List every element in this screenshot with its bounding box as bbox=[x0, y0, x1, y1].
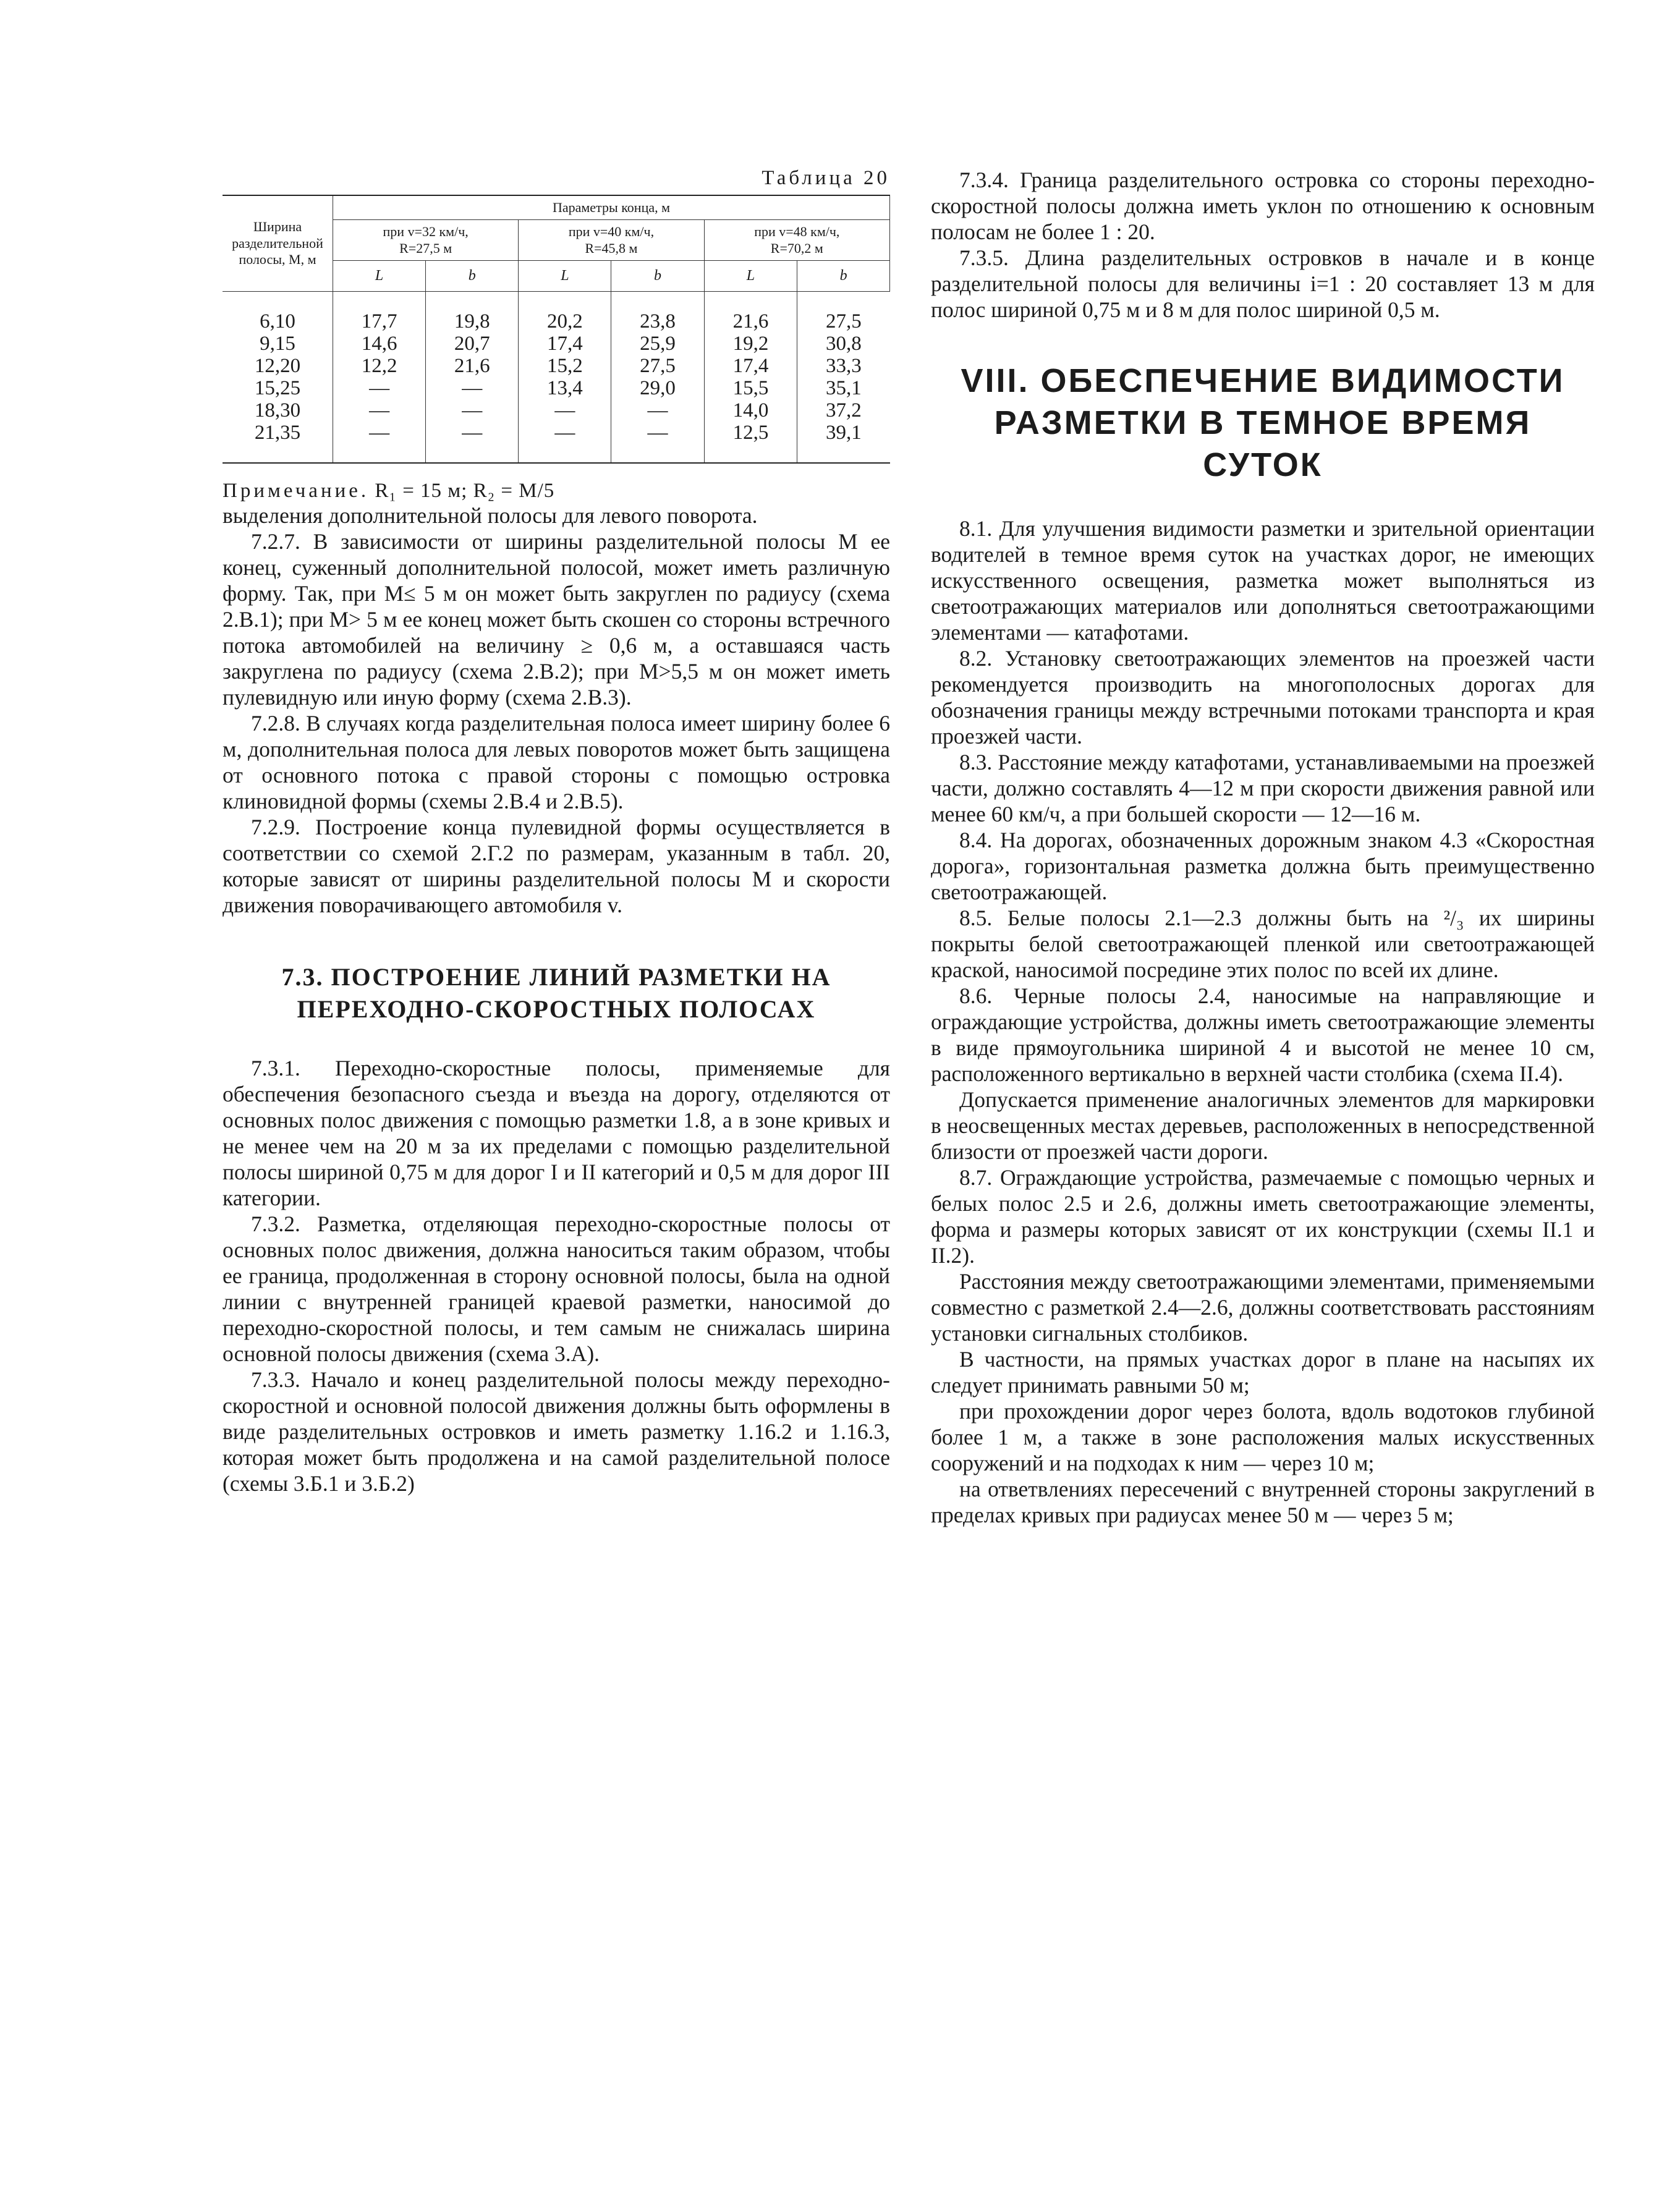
table-cell: — bbox=[426, 422, 519, 463]
table-cell: 29,0 bbox=[611, 377, 704, 399]
table-cell: — bbox=[333, 422, 426, 463]
sub-header: b bbox=[797, 261, 890, 292]
section-heading-7-3: 7.3. ПОСТРОЕНИЕ ЛИНИЙ РАЗМЕТКИ НА ПЕРЕХОДНО-СКОРОСТНЫХ ПОЛОСАХ bbox=[281, 962, 831, 1023]
left-column bbox=[223, 167, 890, 1496]
table-cell: 12,5 bbox=[704, 422, 797, 463]
table-cell: 20,2 bbox=[519, 291, 611, 333]
paragraph-continuation: выделения дополнительной полосы для левого поворота. bbox=[223, 503, 758, 528]
paragraph-8-6: 8.6. Черные полосы 2.4, наносимые на направляющие и ограждающие устройства, должны иметь светоотражающие элементы в виде прямоугольника шириной 4 и высотой не менее 10 см, расположенного вертикально в верхней части столбика (схема II.4). bbox=[931, 983, 1595, 1086]
table-cell: 13,4 bbox=[519, 377, 611, 399]
paragraph-7-3-3: 7.3.3. Начало и конец разделительной полосы между переходно-скоростной и основной полосой движения должны быть оформлены в виде разделительных островков и иметь разметку 1.16.2 и 1.16.3, которая может быть продолжена и на самой разделительной полосе (схемы 3.Б.1 и 3.Б.2) bbox=[223, 1367, 890, 1496]
table-cell: 15,5 bbox=[704, 377, 797, 399]
note-text: R₁ = 15 м; R₂ = М/5 bbox=[375, 479, 555, 502]
table-cell: — bbox=[611, 422, 704, 463]
paragraph-8-7-straight: В частности, на прямых участках дорог в плане на насыпях их следует принимать равными 50 м; bbox=[931, 1347, 1595, 1398]
table-cell: 27,5 bbox=[797, 291, 890, 333]
sub-header: L bbox=[519, 261, 611, 292]
table-cell: — bbox=[426, 377, 519, 399]
table-cell: 12,20 bbox=[254, 354, 301, 377]
table-cell: 6,10 bbox=[260, 310, 295, 333]
table-cell: 21,6 bbox=[704, 291, 797, 333]
table-cell: 20,7 bbox=[426, 333, 519, 355]
paragraph-7-3-1: 7.3.1. Переходно-скоростные полосы, применяемые для обеспечения безопасного съезда и въезда на дорогу, отделяются от основных полос движения с помощью разметки 1.8, а в зоне кривых и не менее чем на 20 м за их пределами с помощью разделительной полосы шириной 0,75 м для дорог I и II категорий и 0,5 м для дорог III категории. bbox=[223, 1055, 890, 1210]
table-cell: 25,9 bbox=[611, 333, 704, 355]
paragraph-7-2-7: 7.2.7. В зависимости от ширины разделительной полосы М ее конец, суженный дополнительной полосой, может иметь различную форму. Так, при М≤ 5 м он может быть закруглен по радиусу (схема 2.В.1); при М> 5 м ее конец может быть скошен со стороны встречного потока автомобилей на величину ≥ 0,6 м, а оставшаяся часть закруглена по радиусу (схема 2.В.2); при М>5,5 м он может иметь пулевидную или иную форму (схема 2.В.3). bbox=[223, 528, 890, 710]
table-cell: 17,4 bbox=[704, 355, 797, 377]
parameters-table bbox=[223, 195, 890, 464]
table-row bbox=[223, 377, 890, 399]
sub-header: b bbox=[611, 261, 704, 292]
paragraph-8-4: 8.4. На дорогах, обозначенных дорожным знаком 4.3 «Скоростная дорога», горизонтальная разметка должна быть преимущественно светоотражающей. bbox=[931, 828, 1595, 904]
table-row bbox=[223, 333, 890, 355]
sub-header: L bbox=[704, 261, 797, 292]
table-cell: 17,7 bbox=[333, 291, 426, 333]
table-cell: — bbox=[519, 422, 611, 463]
table-row bbox=[223, 291, 890, 333]
table-cell: 15,25 bbox=[254, 376, 301, 399]
table-title: Таблица 20 bbox=[762, 167, 890, 189]
table-group-header: Параметры конца, м bbox=[333, 195, 890, 220]
sub-header: b bbox=[426, 261, 519, 292]
table-cell: 15,2 bbox=[519, 355, 611, 377]
table-row bbox=[223, 399, 890, 422]
paragraph-8-7-distances: Расстояния между светоотражающими элементами, применяемыми совместно с разметкой 2.4—2.6, должны соответствовать расстояниям установки сигнальных столбиков. bbox=[931, 1269, 1595, 1346]
note-label: Примечание. bbox=[223, 479, 370, 502]
table-head-width: Ширина разделительной полосы, М, м bbox=[223, 195, 333, 291]
paragraph-7-3-4: 7.3.4. Граница разделительного островка со стороны переходно-скоростной полосы должна иметь уклон по отношению к основным полосам не более 1 : 20. bbox=[931, 168, 1595, 244]
table-cell: 30,8 bbox=[797, 333, 890, 355]
speed-group-1: при v=32 км/ч, R=27,5 м bbox=[333, 220, 519, 261]
table-cell: 14,0 bbox=[704, 399, 797, 422]
paragraph-8-5: 8.5. Белые полосы 2.1—2.3 должны быть на ²/₃ их ширины покрыты белой светоотражающей пленкой или светоотражающей краской, наносимой посредине этих полос по всей их длине. bbox=[931, 906, 1595, 982]
table-row bbox=[223, 422, 890, 463]
paragraph-8-7: 8.7. Ограждающие устройства, размечаемые с помощью черных и белых полос 2.5 и 2.6, должны иметь светоотражающие элементы, форма и размеры которых зависят от их конструкции (схемы II.1 и II.2). bbox=[931, 1165, 1595, 1268]
table-cell: 19,8 bbox=[426, 291, 519, 333]
table-cell: 23,8 bbox=[611, 291, 704, 333]
table-cell: — bbox=[333, 377, 426, 399]
table-cell: 18,30 bbox=[254, 399, 301, 422]
table-row bbox=[223, 355, 890, 377]
paragraph-8-1: 8.1. Для улучшения видимости разметки и зрительной ориентации водителей в темное время суток на участках дорог, не имеющих искусственного освещения, разметка может выполняться из светоотражающих материалов или дополняться светоотражающими элементами — катафотами. bbox=[931, 516, 1595, 645]
paragraph-8-7-swamps: при прохождении дорог через болота, вдоль водотоков глубиной более 1 м, а также в зоне расположения малых искусственных сооружений и на подходах к ним — через 10 м; bbox=[931, 1399, 1595, 1475]
paragraph-8-7-branches: на ответвлениях пересечений с внутренней стороны закруглений в пределах кривых при радиусах менее 50 м — через 5 м; bbox=[931, 1477, 1595, 1527]
table-note bbox=[223, 480, 890, 503]
table-cell: — bbox=[611, 399, 704, 422]
paragraph-7-3-2: 7.3.2. Разметка, отделяющая переходно-скоростные полосы от основных полос движения, должна наноситься таким образом, чтобы ее граница, продолженная в сторону основной полосы, была на одной линии с внутренней границей краевой разметки, наносимой до переходно-скоростной полосы, и тем самым не снижалась ширина основной полосы движения (схема 3.А). bbox=[223, 1211, 890, 1366]
table-cell: 27,5 bbox=[611, 355, 704, 377]
table-cell: 9,15 bbox=[260, 332, 295, 355]
table-cell: 21,35 bbox=[223, 422, 333, 463]
paragraph-8-6-extra: Допускается применение аналогичных элементов для маркировки в неосвещенных местах деревьев, расположенных в непосредственной близости от проезжей части дороги. bbox=[931, 1087, 1595, 1164]
table-cell: 14,6 bbox=[333, 333, 426, 355]
table-cell: 33,3 bbox=[797, 355, 890, 377]
speed-group-3: при v=48 км/ч, R=70,2 м bbox=[704, 220, 889, 261]
speed-group-2: при v=40 км/ч, R=45,8 м bbox=[519, 220, 704, 261]
table-cell: 17,4 bbox=[519, 333, 611, 355]
table-cell: 19,2 bbox=[704, 333, 797, 355]
table-cell: 35,1 bbox=[797, 377, 890, 399]
table-cell: — bbox=[426, 399, 519, 422]
right-column bbox=[931, 167, 1595, 1528]
sub-header: L bbox=[333, 261, 426, 292]
table-cell: — bbox=[519, 399, 611, 422]
table-cell: 12,2 bbox=[333, 355, 426, 377]
table-cell: 21,6 bbox=[426, 355, 519, 377]
table-cell: — bbox=[333, 399, 426, 422]
table-cell: 37,2 bbox=[797, 399, 890, 422]
table-cell: 39,1 bbox=[797, 422, 890, 463]
paragraph-8-2: 8.2. Установку светоотражающих элементов на проезжей части рекомендуется производить на многополосных дорогах для обозначения границы между встречными потоками транспорта и края проезжей части. bbox=[931, 646, 1595, 749]
paragraph-7-3-5: 7.3.5. Длина разделительных островков в начале и в конце разделительной полосы для величины i=1 : 20 составляет 13 м для полос шириной 0,75 м и 8 м для полос шириной 0,5 м. bbox=[931, 245, 1595, 322]
paragraph-7-2-8: 7.2.8. В случаях когда разделительная полоса имеет ширину более 6 м, дополнительная полоса для левых поворотов может быть защищена от основного потока с правой стороны с помощью островка клиновидной формы (схемы 2.В.4 и 2.В.5). bbox=[223, 710, 890, 813]
chapter-heading-viii: VIII. ОБЕСПЕЧЕНИЕ ВИДИМОСТИ РАЗМЕТКИ В ТЕМНОЕ ВРЕМЯ СУТОК bbox=[961, 362, 1565, 483]
paragraph-8-3: 8.3. Расстояние между катафотами, устанавливаемыми на проезжей части, должно составлять 4—12 м при скорости движения равной или менее 60 км/ч, а при большей скорости — 12—16 м. bbox=[931, 750, 1595, 826]
paragraph-7-2-9: 7.2.9. Построение конца пулевидной формы осуществляется в соответствии со схемой 2.Г.2 по размерам, указанным в табл. 20, которые зависят от ширины разделительной полосы М и скорости движения поворачивающего автомобиля v. bbox=[223, 814, 890, 917]
